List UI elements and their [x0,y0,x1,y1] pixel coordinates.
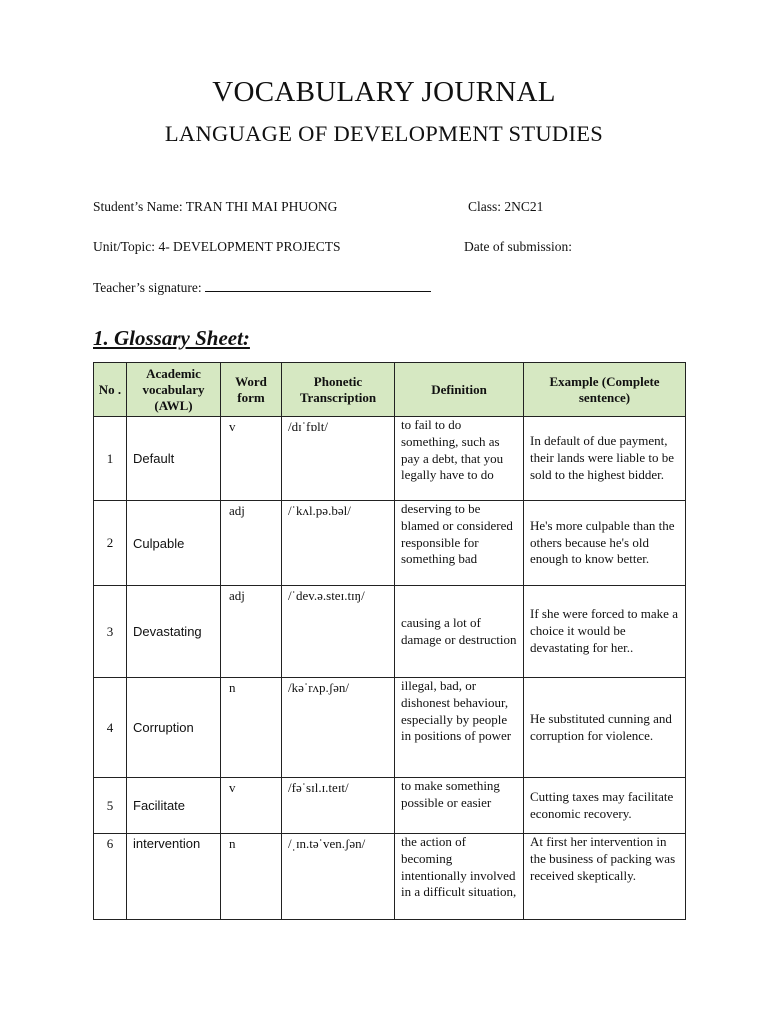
phonetic-transcription: /ˈdev.ə.steɪ.tɪŋ/ [282,586,395,678]
row-number: 6 [94,834,127,920]
vocabulary-word: Corruption [127,678,221,778]
table-row [94,586,686,678]
table-row [94,678,686,778]
section-heading: 1. Glossary Sheet: [93,326,250,350]
word-form: adj [221,501,282,586]
table-header-row [94,363,686,417]
word-form: v [221,778,282,834]
table-row [94,778,686,834]
teacher-signature-line [93,279,431,296]
vocabulary-word: Facilitate [127,778,221,834]
phonetic-transcription: /ˈkʌl.pə.bəl/ [282,501,395,586]
header-no: No . [94,363,127,417]
word-form: n [221,834,282,920]
phonetic-transcription: /fəˈsɪl.ɪ.teɪt/ [282,778,395,834]
document-subtitle: LANGUAGE OF DEVELOPMENT STUDIES [164,121,604,146]
date-label: Date of submission: [464,239,572,254]
table-row [94,834,686,920]
vocabulary-word: Devastating [127,586,221,678]
example-sentence: He substituted cunning and corruption for violence. [524,678,686,778]
definition: the action of becoming intentionally involved in a difficult situation, [395,834,524,920]
document-title: VOCABULARY JOURNAL [212,76,556,108]
example-sentence: Cutting taxes may facilitate economic recovery. [524,778,686,834]
header-academic-vocabulary: Academic vocabulary (AWL) [127,363,221,417]
student-name-line [93,199,337,215]
definition: to fail to do something, such as pay a debt, that you legally have to do [395,417,524,501]
phonetic-transcription: /ˌɪn.təˈven.ʃən/ [282,834,395,920]
word-form: n [221,678,282,778]
example-sentence: He's more culpable than the others because he's old enough to know better. [524,501,686,586]
table-row [94,501,686,586]
example-sentence: At first her intervention in the business of packing was received skeptically. [524,834,686,920]
glossary-table [93,362,686,920]
row-number: 4 [94,678,127,778]
vocabulary-word: Culpable [127,501,221,586]
row-number: 2 [94,501,127,586]
row-number: 5 [94,778,127,834]
row-number: 3 [94,586,127,678]
unit-topic-line [93,239,340,255]
class-label: Class: [468,199,502,214]
phonetic-transcription: /kəˈrʌp.ʃən/ [282,678,395,778]
example-sentence: In default of due payment, their lands were liable to be sold to the highest bidder. [524,417,686,501]
header-word-form: Word form [221,363,282,417]
class-value: 2NC21 [504,199,544,214]
vocabulary-word: intervention [127,834,221,920]
teacher-signature-label: Teacher’s signature: [93,280,202,295]
example-sentence: If she were forced to make a choice it would be devastating for her.. [524,586,686,678]
unit-topic-label: Unit/Topic: [93,239,156,254]
definition: deserving to be blamed or considered responsible for something bad [395,501,524,586]
unit-topic-value: 4- DEVELOPMENT PROJECTS [158,239,341,254]
header-definition: Definition [395,363,524,417]
definition: illegal, bad, or dishonest behaviour, especially by people in positions of power [395,678,524,778]
header-phonetic: Phonetic Transcription [282,363,395,417]
word-form: v [221,417,282,501]
word-form: adj [221,586,282,678]
date-of-submission [464,239,572,255]
header-example: Example (Complete sentence) [524,363,686,417]
definition: to make something possible or easier [395,778,524,834]
student-name-value: TRAN THI MAI PHUONG [185,199,338,214]
class-line [468,199,543,215]
row-number: 1 [94,417,127,501]
student-name-label: Student’s Name: [93,199,183,214]
table-row [94,417,686,501]
signature-underline [205,279,431,292]
vocabulary-word: Default [127,417,221,501]
definition: causing a lot of damage or destruction [395,586,524,678]
phonetic-transcription: /dɪˈfɒlt/ [282,417,395,501]
